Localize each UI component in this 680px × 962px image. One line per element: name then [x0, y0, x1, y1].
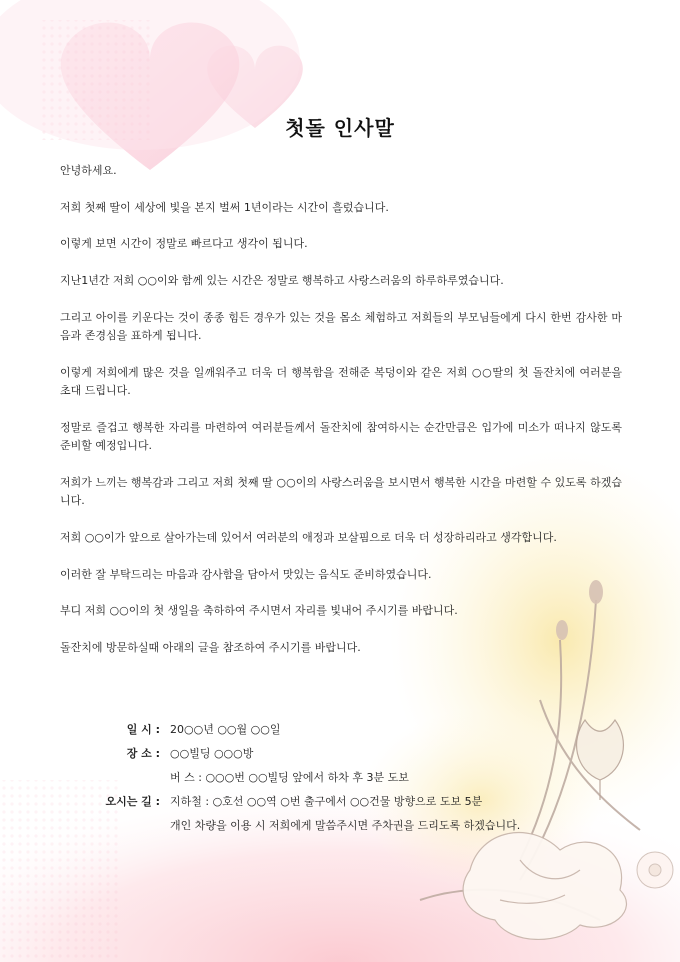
place-value: ○○빌딩 ○○○방: [170, 747, 254, 760]
date-label: 일 시 :: [126, 723, 160, 736]
paragraph-5: 이렇게 저희에게 많은 것을 일깨워주고 더욱 더 행복함을 전해준 복덩이와 같은 저희 ○○딸의 첫 돌잔치에 여러분을 초대 드립니다.: [60, 366, 622, 397]
subway-directions: 지하철 : ○호선 ○○역 ○번 출구에서 ○○건물 방향으로 도보 5분: [170, 795, 483, 808]
info-row-place: [0, 745, 680, 763]
place-label: 장 소 :: [126, 747, 160, 760]
info-row-bus: [0, 769, 680, 787]
paragraph-3: 지난1년간 저희 ○○이와 함께 있는 시간은 정말로 행복하고 사랑스러움의 하루하루였습니다.: [60, 274, 504, 287]
paragraph-1: 저희 첫째 딸이 세상에 빛을 본지 벌써 1년이라는 시간이 흘렀습니다.: [60, 201, 389, 214]
paragraph-4: 그리고 아이를 키운다는 것이 종종 힘든 경우가 있는 것을 몸소 체험하고 저희들의 부모님들에게 다시 한번 감사한 마음과 존경심을 표하게 됩니다.: [60, 311, 622, 342]
paragraph-11: 돌잔치에 방문하실때 아래의 글을 참조하여 주시기를 바랍니다.: [60, 641, 361, 654]
info-row-date: [0, 721, 680, 739]
directions-label: 오시는 길 :: [105, 795, 160, 808]
info-row-car: [0, 817, 680, 835]
paragraph-8: 저희 ○○이가 앞으로 살아가는데 있어서 여러분의 애정과 보살핌으로 더욱 더 성장하리라고 생각합니다.: [60, 531, 557, 544]
car-directions: 개인 차량을 이용 시 저희에게 말씀주시면 주차권을 드리도록 하겠습니다.: [170, 819, 521, 832]
paragraph-9: 이러한 잘 부탁드리는 마음과 감사함을 담아서 맛있는 음식도 준비하였습니다.: [60, 568, 432, 581]
paragraph-6: 정말로 즐겁고 행복한 자리를 마련하여 여러분들께서 돌잔치에 참여하시는 순간만큼은 입가에 미소가 떠나지 않도록 준비할 예정입니다.: [60, 421, 622, 452]
date-value: 20○○년 ○○월 ○○일: [170, 723, 281, 736]
paragraph-2: 이렇게 보면 시간이 정말로 빠르다고 생각이 됩니다.: [60, 237, 308, 250]
paragraph-10: 부디 저희 ○○이의 첫 생일을 축하하여 주시면서 자리를 빛내어 주시기를 바랍니다.: [60, 604, 458, 617]
info-row-subway: [0, 793, 680, 811]
paragraph-7: 저희가 느끼는 행복감과 그리고 저희 첫째 딸 ○○이의 사랑스러움을 보시면서 행복한 시간을 마련할 수 있도록 하겠습니다.: [60, 476, 622, 507]
paragraph-greeting: 안녕하세요.: [60, 164, 117, 177]
page-title: 첫돌 인사말: [285, 116, 395, 140]
bus-directions: 버 스 : ○○○번 ○○빌딩 앞에서 하차 후 3분 도보: [170, 771, 409, 784]
